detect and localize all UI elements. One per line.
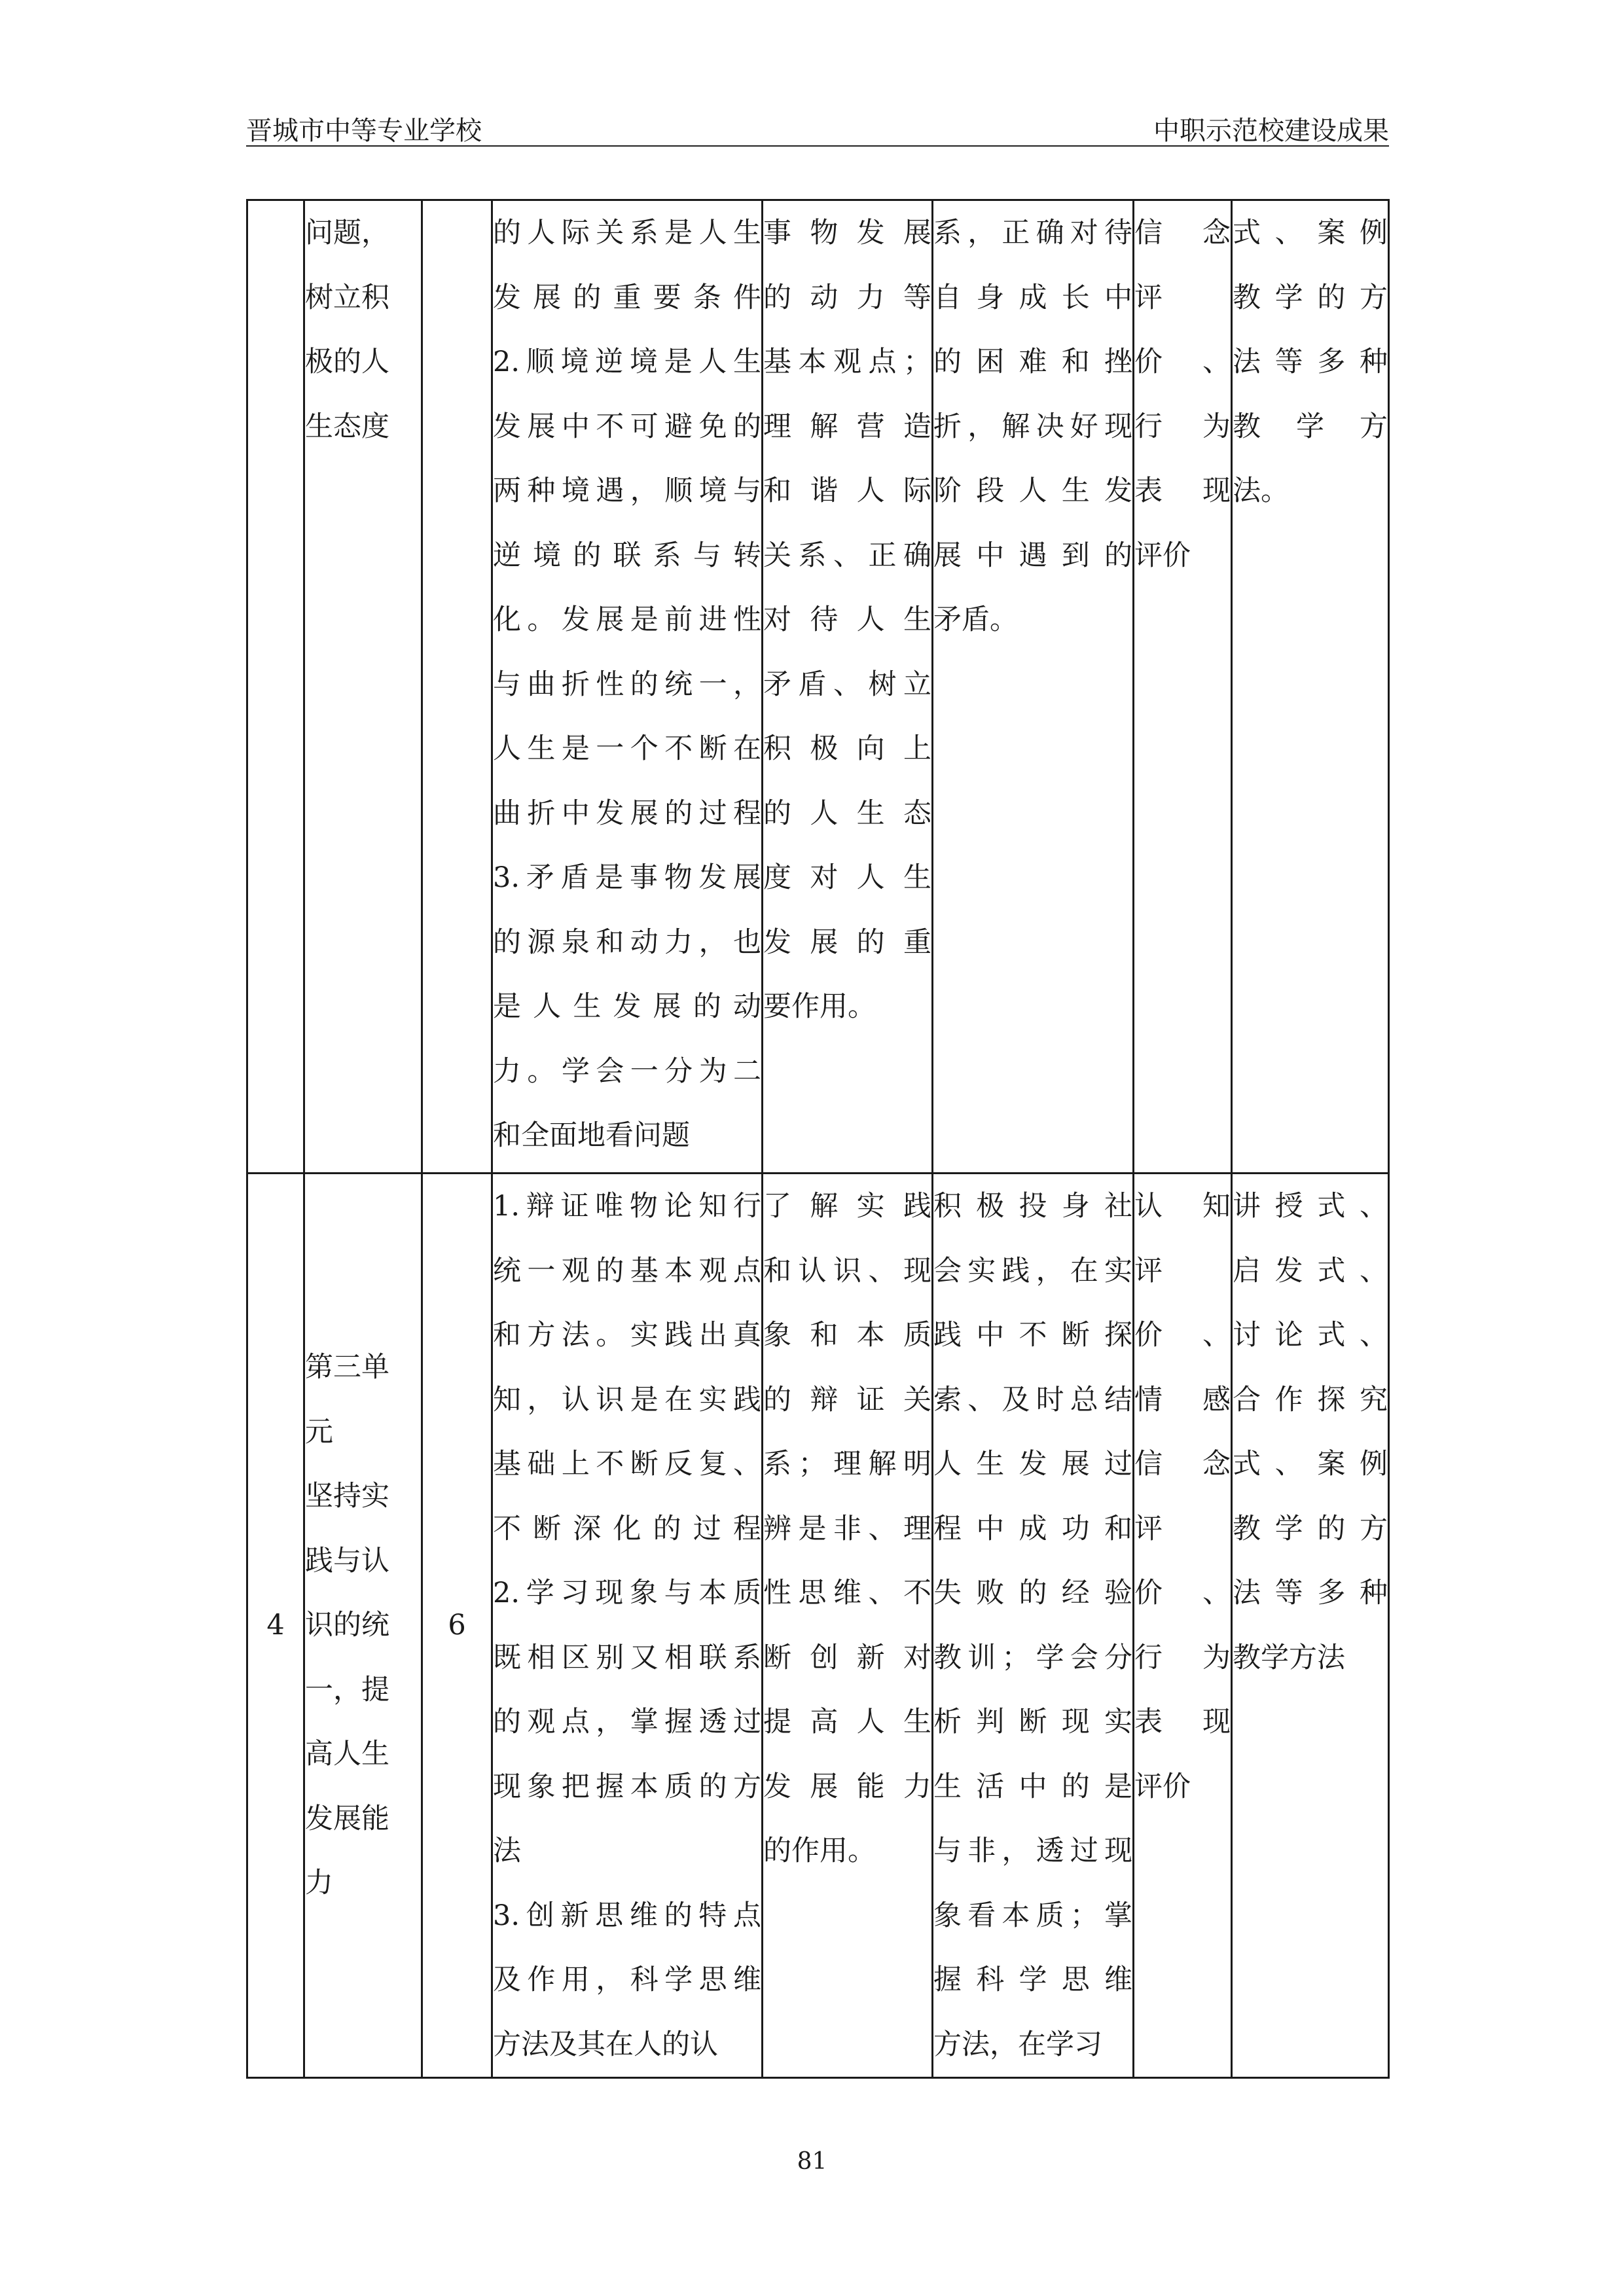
text-line: 的人生态 <box>763 797 931 830</box>
text-line: 是人生发展的动 <box>493 990 761 1023</box>
text-line: 失败的经验 <box>933 1577 1132 1609</box>
text-line: 程中成功和 <box>933 1512 1132 1545</box>
text-line: 和方法。实践出真 <box>493 1319 761 1352</box>
text-line: 法等多种 <box>1233 346 1388 378</box>
text-line: 价、 <box>1134 346 1231 378</box>
header-document-title: 中职示范校建设成果 <box>1153 116 1389 146</box>
text-line: 既相区别又相联系 <box>493 1641 761 1674</box>
text-line: 和全面地看问题 <box>493 1119 690 1152</box>
text-line: 评 <box>1134 1512 1163 1545</box>
text-line: 的动力等 <box>763 281 931 314</box>
text-line: 与非，透过现 <box>933 1835 1132 1867</box>
text-line: 的困难和挫 <box>933 346 1132 378</box>
text-line: 表现 <box>1134 475 1231 507</box>
text-line: 发展中不可避免的 <box>493 410 761 443</box>
text-line: 评 <box>1134 1254 1163 1287</box>
text-line: 度对人生 <box>763 861 931 894</box>
text-line: 的观点，掌握透过 <box>493 1706 761 1738</box>
text-line: 坚持实 <box>305 1480 389 1513</box>
text-line: 信念 <box>1134 217 1231 249</box>
ability-cell <box>933 200 1134 1174</box>
text-line: 现象把握本质的方 <box>493 1770 761 1803</box>
text-line: 高人生 <box>305 1738 389 1771</box>
text-line: 和认识、现 <box>763 1254 931 1287</box>
text-line: 一，提 <box>305 1673 389 1706</box>
text-line: 方法及其在人的认 <box>493 2028 718 2061</box>
text-line: 要作用。 <box>763 990 876 1023</box>
text-line: 的作用。 <box>763 1835 876 1867</box>
text-line: 教学方 <box>1233 410 1388 443</box>
page-number: 81 <box>797 2148 827 2175</box>
text-line: 象和本质 <box>763 1319 931 1352</box>
text-line: 合作探究 <box>1233 1383 1388 1416</box>
text-line: 式、案例 <box>1233 217 1388 249</box>
text-line: 系；理解明 <box>763 1448 931 1480</box>
text-line: 了解实践 <box>763 1190 931 1223</box>
text-line: 力。学会一分为二 <box>493 1054 761 1088</box>
text-line: 两种境遇，顺境与 <box>493 475 761 507</box>
text-line: 矛盾、树立 <box>763 668 931 701</box>
table-row <box>247 200 1389 1174</box>
text-line: 3.创新思维的特点 <box>493 1899 761 1932</box>
content-cell <box>492 200 763 1174</box>
text-line: 关系、正确 <box>763 539 931 572</box>
text-line: 统一观的基本观点 <box>493 1254 761 1287</box>
text-line: 对待人生 <box>763 603 931 636</box>
ability-cell <box>933 1174 1134 2078</box>
row-number-cell <box>247 200 304 1174</box>
text-line: 识的统 <box>305 1609 389 1642</box>
text-line: 发展能力 <box>763 1770 931 1803</box>
text-line: 事物发展 <box>763 217 931 249</box>
text-line: 析判断现实 <box>933 1706 1132 1738</box>
text-line: 基础上不断反复、 <box>493 1448 761 1480</box>
text-line: 折，解决好现 <box>933 410 1132 443</box>
text-line: 评价 <box>1134 1770 1191 1803</box>
text-line: 践中不断探 <box>933 1319 1132 1352</box>
header-school-name: 晋城市中等专业学校 <box>246 116 482 146</box>
text-line: 方法，在学习 <box>933 2028 1102 2061</box>
unit-cell <box>304 1174 422 2078</box>
text-line: 启发式、 <box>1233 1254 1388 1287</box>
table-row <box>247 1174 1389 2078</box>
text-line: 理解营造 <box>763 410 931 443</box>
text-line: 的人际关系是人生 <box>493 217 761 249</box>
method-cell <box>1232 1174 1389 2078</box>
text-line: 发展的重要条件 <box>493 281 761 314</box>
evaluation-cell <box>1134 1174 1232 2078</box>
evaluation-cell <box>1134 200 1232 1174</box>
text-line: 发展能 <box>305 1802 389 1835</box>
text-line: 行为 <box>1134 410 1231 443</box>
text-line: 问题， <box>305 217 389 249</box>
text-line: 的辩证关 <box>763 1383 931 1416</box>
text-line: 曲折中发展的过程 <box>493 797 761 830</box>
text-line: 2.学习现象与本质 <box>493 1577 761 1609</box>
content-cell <box>492 1174 763 2078</box>
text-line: 力 <box>305 1867 333 1900</box>
text-line: 展中遇到的 <box>933 539 1132 572</box>
text-line: 评价 <box>1134 539 1191 572</box>
knowledge-cell <box>763 200 933 1174</box>
text-line: 人生发展过 <box>933 1448 1132 1480</box>
text-line: 人生是一个不断在 <box>493 732 761 765</box>
text-line: 不断深化的过程 <box>493 1512 761 1545</box>
text-line: 讲授式、 <box>1233 1190 1388 1223</box>
text-line: 认知 <box>1134 1190 1231 1223</box>
text-line: 索、及时总结 <box>933 1383 1132 1416</box>
text-line: 价、 <box>1134 1319 1231 1352</box>
text-line: 的源泉和动力，也 <box>493 925 761 959</box>
text-line: 讨论式、 <box>1233 1319 1388 1352</box>
text-line: 元 <box>305 1415 333 1448</box>
text-line: 践与认 <box>305 1544 389 1577</box>
text-line: 积极向上 <box>763 732 931 765</box>
curriculum-table <box>246 199 1390 2079</box>
text-line: 价、 <box>1134 1577 1231 1609</box>
text-line: 极的人 <box>305 346 389 378</box>
knowledge-cell <box>763 1174 933 2078</box>
text-line: 基本观点； <box>763 346 931 378</box>
text-line: 2.顺境逆境是人生 <box>493 346 761 378</box>
text-line: 3.矛盾是事物发展 <box>493 861 761 894</box>
text-line: 化。发展是前进性 <box>493 603 761 636</box>
text-line: 系，正确对待 <box>933 217 1132 249</box>
text-line: 提高人生 <box>763 1706 931 1738</box>
text-line: 树立积 <box>305 281 389 314</box>
text-line: 生活中的是 <box>933 1770 1132 1803</box>
text-line: 教学方法 <box>1233 1641 1345 1674</box>
header-divider <box>246 145 1389 147</box>
text-line: 1.辩证唯物论知行 <box>493 1190 761 1223</box>
text-line: 发展的重 <box>763 925 931 959</box>
text-line: 会实践，在实 <box>933 1254 1132 1287</box>
text-line: 法等多种 <box>1233 1577 1388 1609</box>
text-line: 性思维、不 <box>763 1577 931 1609</box>
hours-cell <box>422 200 492 1174</box>
text-line: 教训；学会分 <box>933 1641 1132 1674</box>
text-line: 第三单 <box>305 1351 389 1384</box>
hours-cell: 6 <box>422 1174 492 2078</box>
text-line: 断创新对 <box>763 1641 931 1674</box>
text-line: 逆境的联系与转 <box>493 539 761 572</box>
text-line: 和谐人际 <box>763 475 931 507</box>
text-line: 知，认识是在实践 <box>493 1383 761 1416</box>
text-line: 握科学思维 <box>933 1964 1132 1996</box>
text-line: 行为 <box>1134 1641 1231 1674</box>
text-line: 自身成长中 <box>933 281 1132 314</box>
text-line: 矛盾。 <box>933 603 1018 636</box>
text-line: 象看本质；掌 <box>933 1899 1132 1932</box>
text-line: 法。 <box>1233 475 1289 507</box>
text-line: 生态度 <box>305 410 389 443</box>
text-line: 信念 <box>1134 1448 1231 1480</box>
text-line: 及作用，科学思维 <box>493 1964 761 1996</box>
text-line: 与曲折性的统一， <box>493 668 761 701</box>
text-line: 阶段人生发 <box>933 475 1132 507</box>
text-line: 式、案例 <box>1233 1448 1388 1480</box>
unit-cell <box>304 200 422 1174</box>
text-line: 表现 <box>1134 1706 1231 1738</box>
row-number-cell: 4 <box>247 1174 304 2078</box>
text-line: 评 <box>1134 281 1163 314</box>
text-line: 教学的方 <box>1233 1512 1388 1545</box>
text-line: 教学的方 <box>1233 281 1388 314</box>
text-line: 辨是非、理 <box>763 1512 931 1545</box>
method-cell <box>1232 200 1389 1174</box>
text-line: 积极投身社 <box>933 1190 1132 1223</box>
text-line: 法 <box>493 1835 521 1867</box>
text-line: 情感 <box>1134 1383 1231 1416</box>
